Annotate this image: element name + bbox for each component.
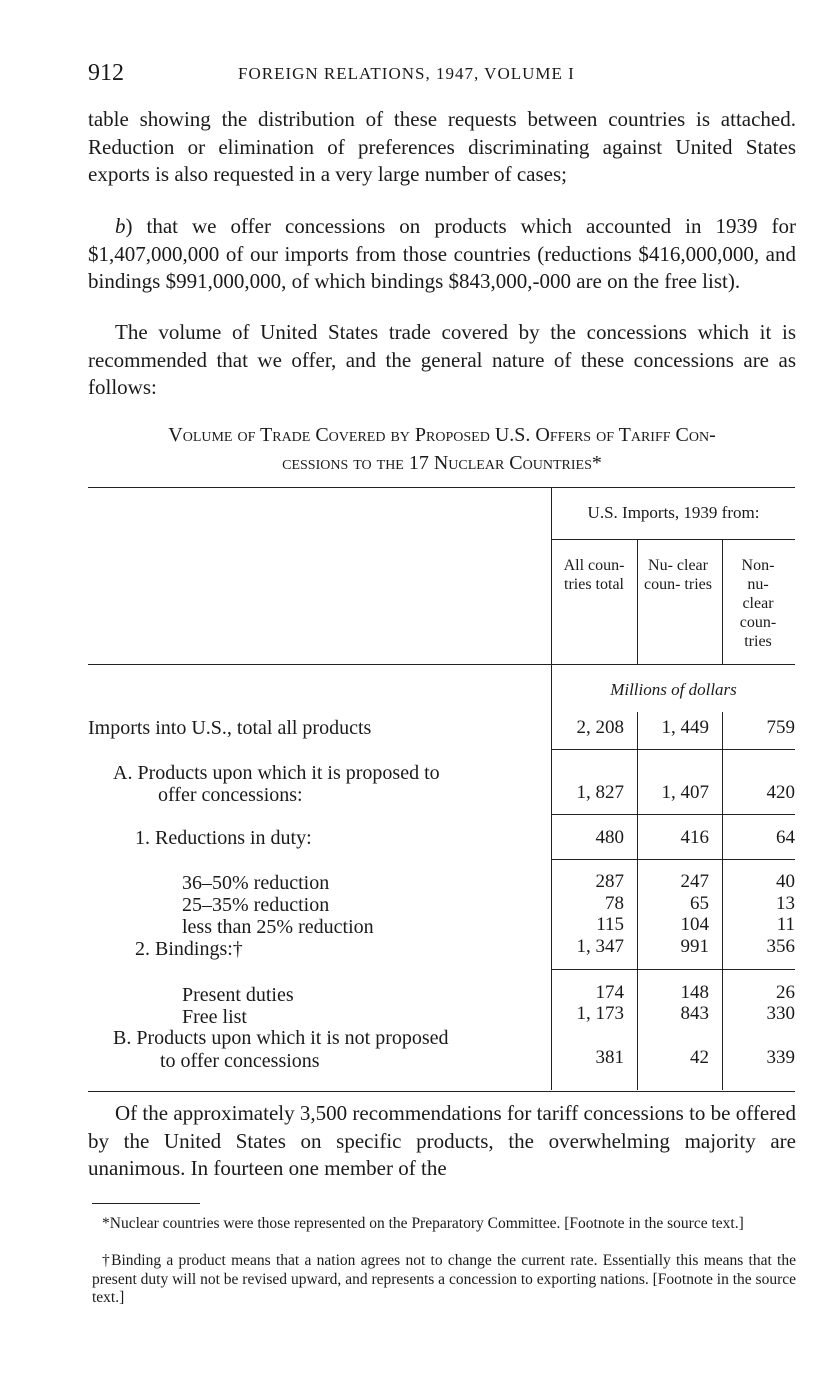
cell-all: 115 bbox=[596, 914, 624, 935]
cell-all: 287 bbox=[595, 871, 624, 892]
row-rule bbox=[552, 969, 795, 970]
cell-nonnuclear: 11 bbox=[776, 914, 795, 935]
header-bottom-rule bbox=[88, 664, 795, 665]
cell-nonnuclear: 64 bbox=[776, 827, 795, 848]
cell-all: 78 bbox=[605, 893, 624, 914]
cell-all: 1, 347 bbox=[576, 936, 624, 957]
cell-nuclear: 104 bbox=[680, 914, 709, 935]
cell-nonnuclear: 356 bbox=[766, 936, 795, 957]
row-label: Present duties bbox=[182, 984, 294, 1006]
column-header-nuclear: Nu- clear coun- tries bbox=[644, 557, 712, 593]
cell-nuclear: 247 bbox=[680, 871, 709, 892]
footnote-binding: †Binding a product means that a nation agrees not to change the current rate. Essentially this means that the present duty will not be revised upward, and represents a concession to exporting nations. [Footnote in the source text.] bbox=[92, 1252, 796, 1306]
cell-nuclear: 1, 407 bbox=[661, 782, 709, 803]
row-label: Free list bbox=[182, 1006, 247, 1028]
table-bottom-rule bbox=[88, 1091, 795, 1092]
cell-all: 1, 173 bbox=[576, 1003, 624, 1024]
group-header-rule bbox=[552, 539, 795, 540]
cell-all: 2, 208 bbox=[576, 717, 624, 738]
running-title: FOREIGN RELATIONS, 1947, VOLUME I bbox=[238, 64, 575, 83]
table-title-line-1: Volume of Trade Covered by Proposed U.S. Offers of Tariff Con- bbox=[168, 424, 716, 446]
unit-caption: Millions of dollars bbox=[610, 680, 737, 699]
body-paragraph-2 bbox=[88, 213, 796, 296]
footnote-rule bbox=[92, 1203, 200, 1204]
table-title bbox=[88, 421, 796, 477]
row-label-continued: offer concessions: bbox=[158, 784, 303, 806]
cell-nuclear: 65 bbox=[690, 893, 709, 914]
cell-nonnuclear: 13 bbox=[776, 893, 795, 914]
row-label: 36–50% reduction bbox=[182, 872, 330, 894]
row-label-continued: to offer concessions bbox=[160, 1050, 320, 1072]
row-label: A. Products upon which it is proposed to bbox=[113, 762, 440, 784]
column-header-all-countries: All coun- tries total bbox=[563, 557, 625, 593]
column-rule bbox=[637, 712, 638, 1090]
cell-nuclear: 843 bbox=[680, 1003, 709, 1024]
cell-nonnuclear: 759 bbox=[766, 717, 795, 738]
label-column-rule bbox=[551, 488, 552, 1090]
body-paragraph-3: The volume of United States trade covered by the concessions which it is recommended that we offer, and the general nature of these concessions are as follows: bbox=[88, 320, 796, 399]
cell-nonnuclear: 339 bbox=[766, 1047, 795, 1068]
cell-all: 174 bbox=[595, 982, 624, 1003]
cell-nuclear: 991 bbox=[680, 936, 709, 957]
cell-all: 1, 827 bbox=[576, 782, 624, 803]
row-label: 1. Reductions in duty: bbox=[135, 827, 312, 849]
cell-all: 381 bbox=[595, 1047, 624, 1068]
item-b-text: ) that we offer concessions on products which accounted in 1939 for $1,407,000,000 of our imports from those countries (reductions $416,000,000, and bindings $991,000,000, of which bindings $843,000,-000 are on the free list). bbox=[88, 214, 796, 293]
column-rule bbox=[722, 712, 723, 1090]
table-title-line-2: cessions to the 17 Nuclear Countries* bbox=[282, 452, 602, 474]
cell-nonnuclear: 420 bbox=[766, 782, 795, 803]
cell-all: 480 bbox=[595, 827, 624, 848]
table-top-rule bbox=[88, 487, 795, 488]
row-label: 25–35% reduction bbox=[182, 894, 330, 916]
column-header-nonnuclear: Non- nu- clear coun- tries bbox=[739, 557, 777, 650]
cell-nuclear: 148 bbox=[680, 982, 709, 1003]
item-label-b: b bbox=[115, 214, 126, 238]
row-label: Imports into U.S., total all products bbox=[88, 717, 372, 739]
row-rule bbox=[552, 814, 795, 815]
cell-nonnuclear: 26 bbox=[776, 982, 795, 1003]
row-rule bbox=[552, 749, 795, 750]
column-group-header: U.S. Imports, 1939 from: bbox=[587, 503, 760, 522]
cell-nuclear: 42 bbox=[690, 1047, 709, 1068]
footnote-nuclear-countries: *Nuclear countries were those represented on the Preparatory Committee. [Footnote in the source text.] bbox=[102, 1215, 744, 1232]
column-rule bbox=[722, 540, 723, 664]
body-paragraph-4: Of the approximately 3,500 recommendations for tariff concessions to be offered by the United States on specific products, the overwhelming majority are unanimous. In fourteen one member of the bbox=[88, 1101, 796, 1180]
cell-nonnuclear: 330 bbox=[766, 1003, 795, 1024]
row-label: less than 25% reduction bbox=[182, 916, 374, 938]
cell-nonnuclear: 40 bbox=[776, 871, 795, 892]
cell-nuclear: 416 bbox=[680, 827, 709, 848]
running-head bbox=[88, 58, 798, 90]
cell-nuclear: 1, 449 bbox=[661, 717, 709, 738]
row-label: B. Products upon which it is not proposed bbox=[113, 1027, 449, 1049]
body-paragraph-1: table showing the distribution of these requests between countries is attached. Reduction or elimination of preferences discriminating against United States exports is also requested in a very large number of cases; bbox=[88, 107, 796, 186]
row-rule bbox=[552, 859, 795, 860]
column-rule bbox=[637, 540, 638, 664]
row-label: 2. Bindings:† bbox=[135, 938, 243, 960]
page-number: 912 bbox=[88, 60, 124, 86]
